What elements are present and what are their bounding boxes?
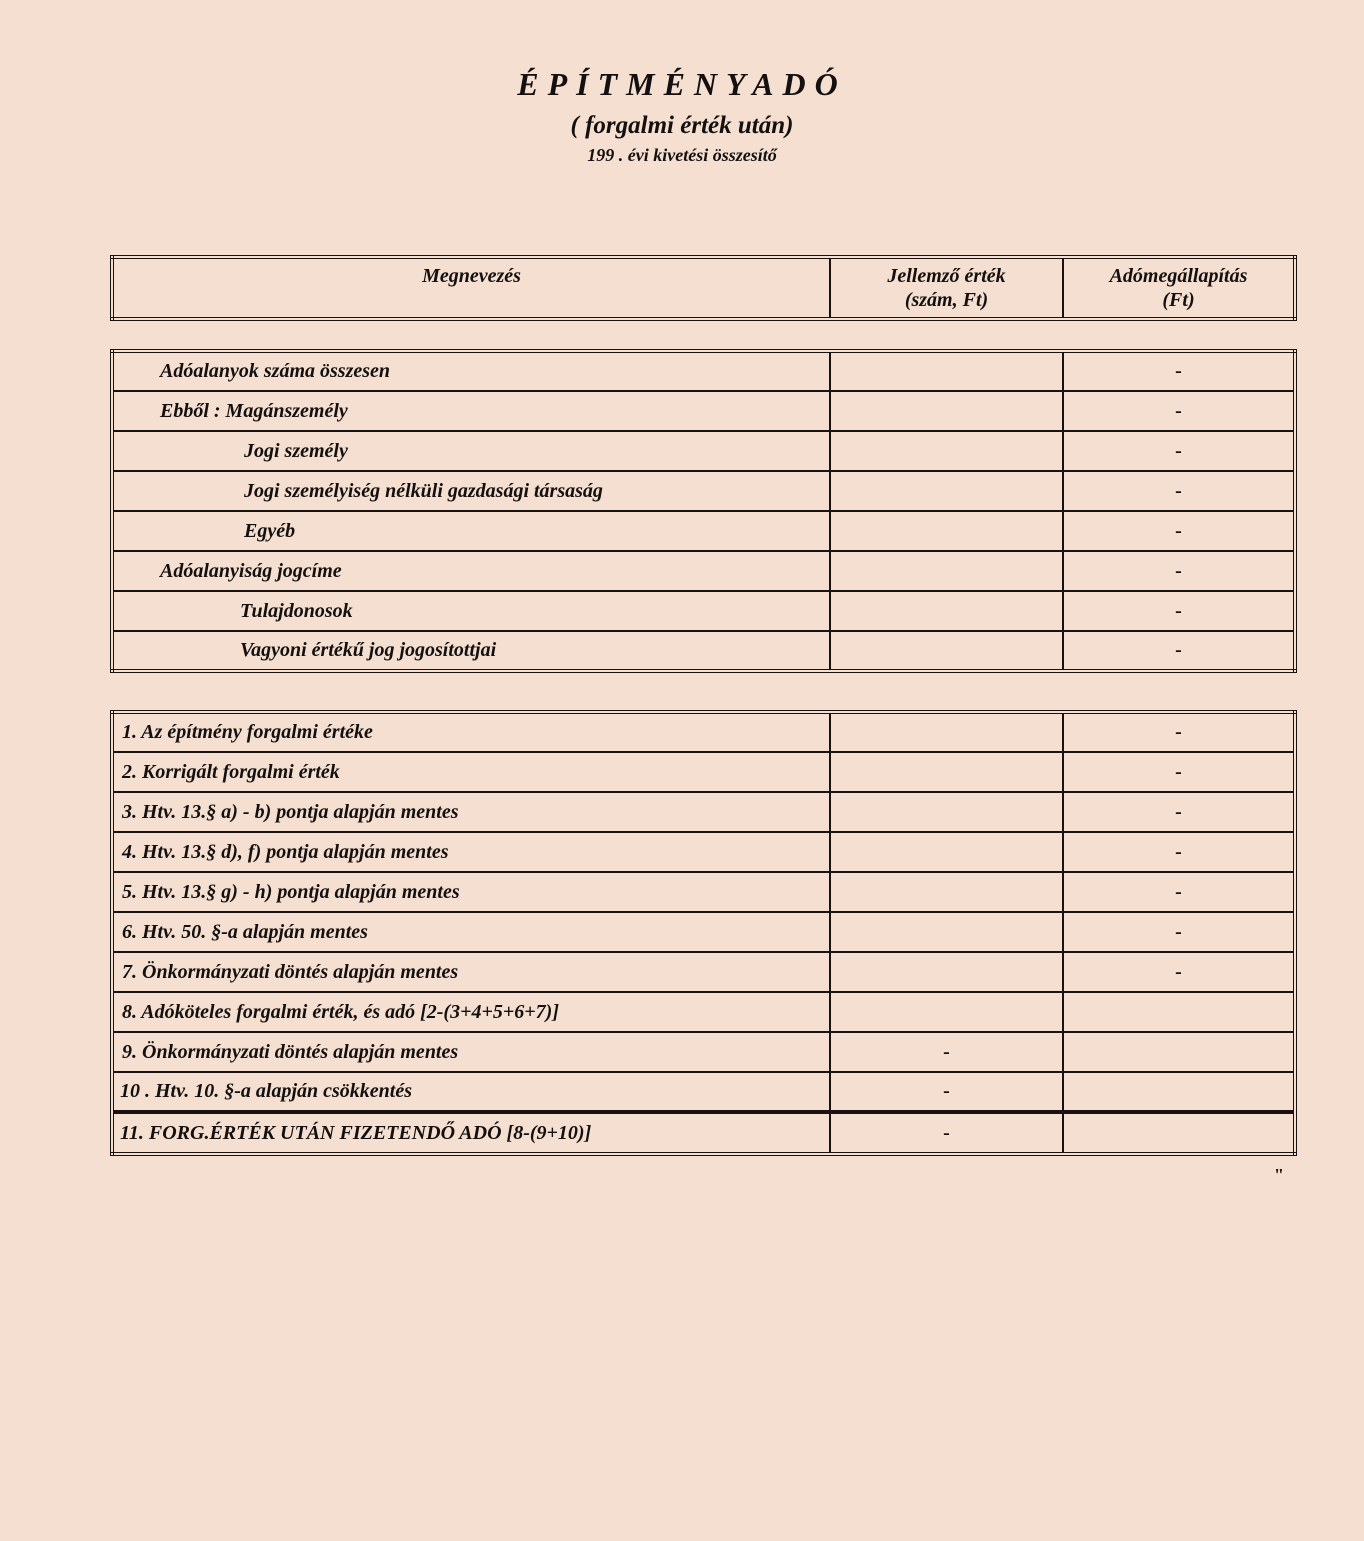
row-value: - bbox=[830, 1032, 1063, 1072]
footer-mark: " bbox=[1274, 1165, 1284, 1185]
row-tax: - bbox=[1063, 391, 1295, 431]
row-tax: - bbox=[1063, 832, 1295, 872]
row-value bbox=[830, 872, 1063, 912]
row-tax: - bbox=[1063, 471, 1295, 511]
row-label: Egyéb bbox=[112, 511, 830, 551]
row-value: - bbox=[830, 1112, 1063, 1154]
table-row bbox=[112, 431, 1295, 471]
row-value bbox=[830, 912, 1063, 952]
row-label: Adóalanyok száma összesen bbox=[112, 351, 830, 391]
column-header-value-line2: (szám, Ft) bbox=[904, 289, 989, 311]
table-row bbox=[112, 351, 1295, 391]
column-header-value-line1: Jellemző érték bbox=[887, 265, 1006, 287]
row-label: 6. Htv. 50. §-a alapján mentes bbox=[112, 912, 830, 952]
row-label: Tulajdonosok bbox=[112, 591, 830, 631]
row-value bbox=[830, 471, 1063, 511]
row-label: Ebből : Magánszemély bbox=[112, 391, 830, 431]
row-value bbox=[830, 511, 1063, 551]
table-row bbox=[112, 1112, 1295, 1154]
row-value bbox=[830, 391, 1063, 431]
market-value-table bbox=[110, 710, 1297, 1156]
row-value bbox=[830, 752, 1063, 792]
table-row bbox=[112, 391, 1295, 431]
row-label: 1. Az építmény forgalmi értéke bbox=[112, 712, 830, 752]
row-value bbox=[830, 631, 1063, 671]
row-tax: - bbox=[1063, 872, 1295, 912]
row-label: 4. Htv. 13.§ d), f) pontja alapján mentes bbox=[112, 832, 830, 872]
row-tax bbox=[1063, 992, 1295, 1032]
row-value bbox=[830, 431, 1063, 471]
table-row bbox=[112, 511, 1295, 551]
row-value bbox=[830, 992, 1063, 1032]
table-row bbox=[112, 832, 1295, 872]
row-label: 8. Adóköteles forgalmi érték, és adó [2-(3+4+5+6+7)] bbox=[112, 992, 830, 1032]
row-tax: - bbox=[1063, 431, 1295, 471]
row-tax bbox=[1063, 1112, 1295, 1154]
column-header-tax bbox=[1063, 257, 1295, 319]
row-value bbox=[830, 591, 1063, 631]
row-tax: - bbox=[1063, 351, 1295, 391]
row-tax: - bbox=[1063, 712, 1295, 752]
table-row bbox=[112, 1032, 1295, 1072]
column-header-table bbox=[110, 255, 1297, 321]
table-row bbox=[112, 551, 1295, 591]
table-row bbox=[112, 631, 1295, 671]
row-tax: - bbox=[1063, 511, 1295, 551]
row-value bbox=[830, 351, 1063, 391]
row-tax: - bbox=[1063, 551, 1295, 591]
row-label: 11. FORG.ÉRTÉK UTÁN FIZETENDŐ ADÓ [8-(9+10)] bbox=[112, 1112, 830, 1154]
row-tax bbox=[1063, 1032, 1295, 1072]
row-label: Adóalanyiság jogcíme bbox=[112, 551, 830, 591]
form-subtitle: ( forgalmi érték után) bbox=[570, 112, 794, 139]
row-value bbox=[830, 832, 1063, 872]
column-header-tax-line2: (Ft) bbox=[1162, 289, 1195, 311]
row-tax: - bbox=[1063, 752, 1295, 792]
row-value bbox=[830, 551, 1063, 591]
table-row bbox=[112, 591, 1295, 631]
row-label: 2. Korrigált forgalmi érték bbox=[112, 752, 830, 792]
row-tax bbox=[1063, 1072, 1295, 1112]
table-row bbox=[112, 752, 1295, 792]
form-title: ÉPÍTMÉNYADÓ bbox=[517, 66, 847, 102]
row-tax: - bbox=[1063, 792, 1295, 832]
row-value bbox=[830, 792, 1063, 832]
row-tax: - bbox=[1063, 912, 1295, 952]
table-row bbox=[112, 471, 1295, 511]
table-row bbox=[112, 992, 1295, 1032]
row-label: Vagyoni értékű jog jogosítottjai bbox=[112, 631, 830, 671]
table-row bbox=[112, 912, 1295, 952]
column-header-value bbox=[830, 257, 1063, 319]
row-label: Jogi személy bbox=[112, 431, 830, 471]
row-label: 3. Htv. 13.§ a) - b) pontja alapján mentes bbox=[112, 792, 830, 832]
table-row bbox=[112, 952, 1295, 992]
table-row bbox=[112, 712, 1295, 752]
row-value: - bbox=[830, 1072, 1063, 1112]
row-tax: - bbox=[1063, 591, 1295, 631]
row-value bbox=[830, 712, 1063, 752]
row-label: Jogi személyiség nélküli gazdasági társaság bbox=[112, 471, 830, 511]
table-row bbox=[112, 872, 1295, 912]
row-label: 7. Önkormányzati döntés alapján mentes bbox=[112, 952, 830, 992]
column-header-name bbox=[112, 257, 830, 319]
row-label: 9. Önkormányzati döntés alapján mentes bbox=[112, 1032, 830, 1072]
form-year-line: 199 . évi kivetési összesítő bbox=[587, 145, 777, 165]
taxpayers-table bbox=[110, 349, 1297, 673]
row-tax: - bbox=[1063, 631, 1295, 671]
column-header-name-text: Megnevezés bbox=[422, 265, 521, 287]
row-label: 5. Htv. 13.§ g) - h) pontja alapján mentes bbox=[112, 872, 830, 912]
column-header-tax-line1: Adómegállapítás bbox=[1109, 265, 1248, 287]
table-row bbox=[112, 792, 1295, 832]
row-label: 10 . Htv. 10. §-a alapján csökkentés bbox=[112, 1072, 830, 1112]
row-value bbox=[830, 952, 1063, 992]
row-tax: - bbox=[1063, 952, 1295, 992]
table-row bbox=[112, 1072, 1295, 1112]
